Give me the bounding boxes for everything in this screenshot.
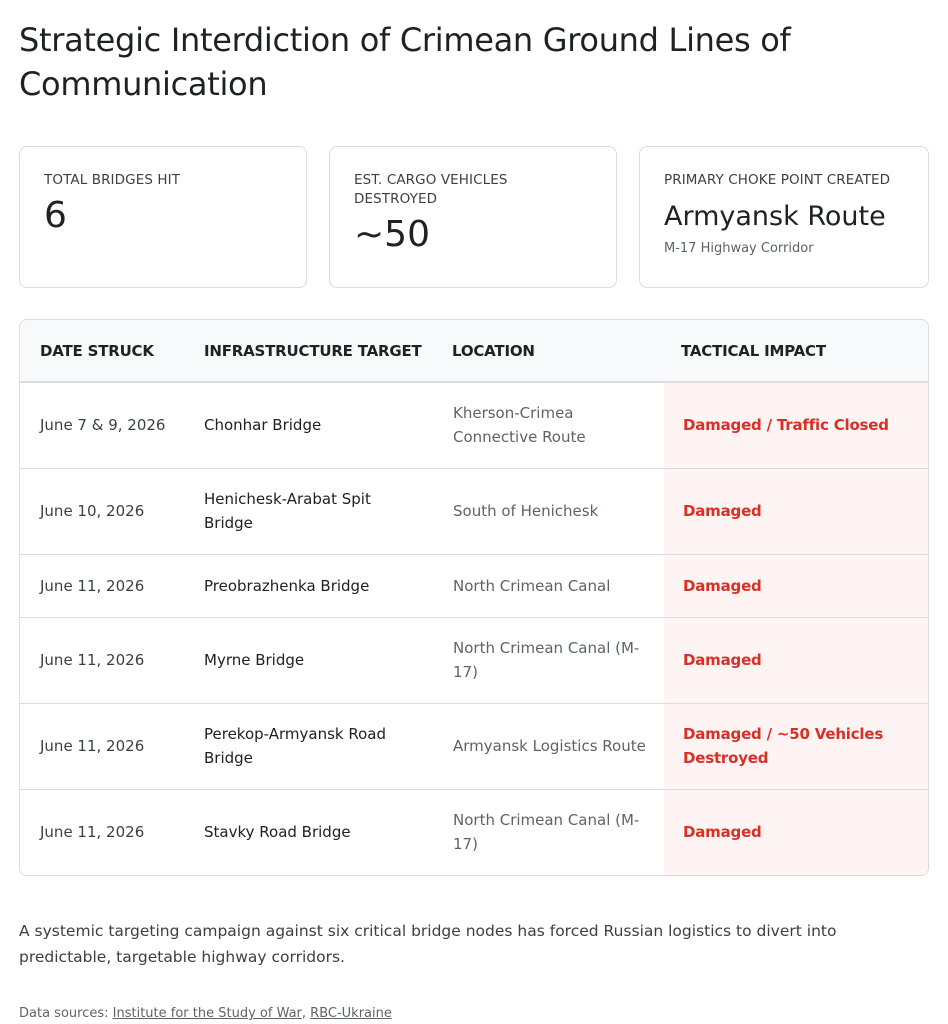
sources-prefix: Data sources: xyxy=(19,1006,109,1021)
cell-location: North Crimean Canal xyxy=(433,554,664,617)
column-header-target: INFRASTRUCTURE TARGET xyxy=(184,320,433,382)
stat-subtitle: M-17 Highway Corridor xyxy=(664,241,814,256)
cell-date: June 7 & 9, 2026 xyxy=(20,382,184,468)
sources-separator: , xyxy=(301,1006,311,1021)
cell-location: North Crimean Canal (M-17) xyxy=(453,811,640,854)
stat-value: ~50 xyxy=(354,214,430,255)
data-sources xyxy=(19,1004,392,1024)
strikes-table xyxy=(20,320,928,875)
stat-value: Armyansk Route xyxy=(664,201,886,232)
column-header-impact: TACTICAL IMPACT xyxy=(664,320,928,382)
stat-label: EST. CARGO VEHICLES DESTROYED xyxy=(354,172,508,207)
stats-row xyxy=(19,146,929,290)
page-title: Strategic Interdiction of Crimean Ground Lines of Communication xyxy=(19,21,791,103)
cell-date: June 11, 2026 xyxy=(20,617,184,703)
table-row xyxy=(20,468,928,554)
table-row xyxy=(20,554,928,617)
stat-card-choke-point xyxy=(639,146,929,288)
cell-date: June 11, 2026 xyxy=(40,823,145,842)
cell-location: South of Henichesk xyxy=(433,468,664,554)
summary-text: A systemic targeting campaign against six critical bridge nodes has forced Russian logistics to divert into predictable, targetable highway corridors. xyxy=(19,922,837,966)
column-header-date: DATE STRUCK xyxy=(20,320,184,382)
cell-impact: Damaged xyxy=(664,554,928,617)
cell-target: Stavky Road Bridge xyxy=(204,823,351,842)
cell-date: June 11, 2026 xyxy=(20,703,184,789)
cell-target: Preobrazhenka Bridge xyxy=(184,554,433,617)
column-header-location: LOCATION xyxy=(433,320,664,382)
table-row xyxy=(20,617,928,703)
cell-target: Perekop-Armyansk Road Bridge xyxy=(184,703,433,789)
table-header-row xyxy=(20,320,928,382)
stat-card-vehicles-destroyed xyxy=(329,146,617,288)
cell-location: Kherson-Crimea Connective Route xyxy=(433,382,664,468)
cell-impact: Damaged / Traffic Closed xyxy=(664,382,928,468)
source-link-rbc-ukraine[interactable]: RBC-Ukraine xyxy=(310,1006,392,1021)
cell-location: North Crimean Canal (M-17) xyxy=(433,617,664,703)
table-row xyxy=(20,703,928,789)
stat-value: 6 xyxy=(44,195,67,236)
table-row xyxy=(20,382,928,468)
stat-label: TOTAL BRIDGES HIT xyxy=(44,172,181,188)
cell-location: Armyansk Logistics Route xyxy=(433,703,664,789)
cell-target: Chonhar Bridge xyxy=(184,382,433,468)
table-row xyxy=(20,789,928,875)
report-page xyxy=(19,18,929,1021)
strikes-table-container xyxy=(19,319,929,876)
cell-impact: Damaged xyxy=(664,617,928,703)
cell-target: Myrne Bridge xyxy=(184,617,433,703)
cell-impact: Damaged xyxy=(664,468,928,554)
source-link-isw[interactable]: Institute for the Study of War xyxy=(112,1006,302,1021)
cell-impact: Damaged xyxy=(664,789,928,875)
cell-impact: Damaged / ~50 Vehicles Destroyed xyxy=(664,703,928,789)
cell-target: Henichesk-Arabat Spit Bridge xyxy=(184,468,433,554)
stat-card-bridges-hit xyxy=(19,146,307,288)
cell-date: June 10, 2026 xyxy=(20,468,184,554)
cell-date: June 11, 2026 xyxy=(20,554,184,617)
stat-label: PRIMARY CHOKE POINT CREATED xyxy=(664,172,891,188)
